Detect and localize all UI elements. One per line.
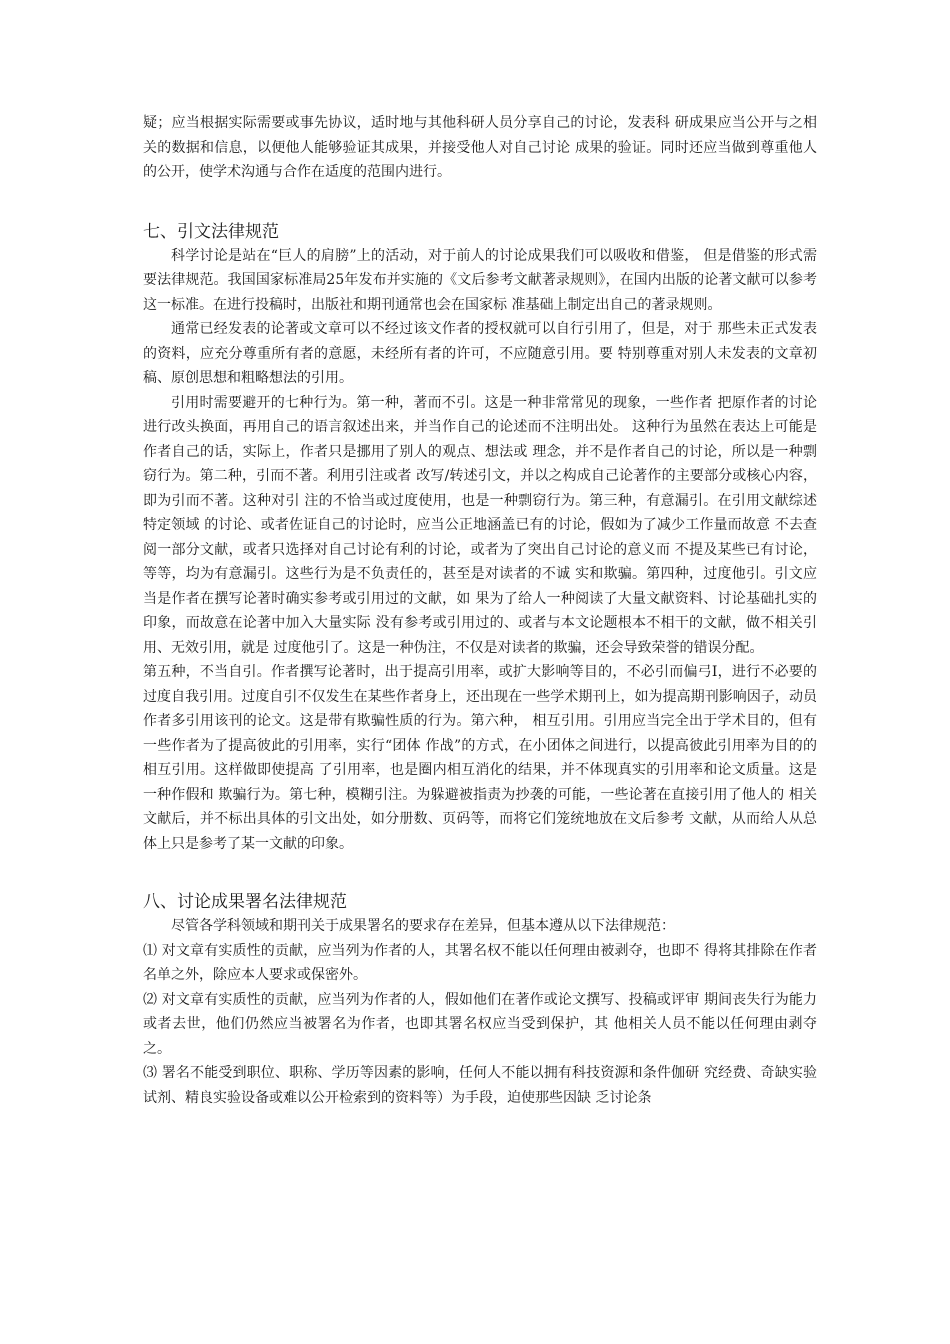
section-7-paragraph-3: 引用时需要避开的七种行为。第一种，著而不引。这是一种非常常见的现象，一些作者 把原作者的讨论进行改头换面，再用自己的语言叙述出来，并当作自己的论述而不注明出处。 这种行为虽然在表达上可能是作者自己的话，实际上，作者只是挪用了别人的观点、想法或 理念，并不是作者自己的讨论，所以是一种剽窃行为。第二种，引而不著。利用引注或者 改写/转述引文，并以之构成自己论著作的主要部分或核心内容，即为引而不著。这种对引 注的不恰当或过度使用，也是一种剽窃行为。第三种，有意漏引。在引用文献综述特定领域 的讨论、或者佐证自己的讨论时，应当公正地涵盖已有的讨论，假如为了减少工作量而故意 不去查阅一部分文献，或者只选择对自己讨论有利的讨论，或者为了突出自己讨论的意义而 不提及某些已有讨论，等等，均为有意漏引。这些行为是不负责任的，甚至是对读者的不诚 实和欺骗。第四种，过度他引。引文应当是作者在撰写论著时确实参考或引用过的文献，如 果为了给人一种阅读了大量文献资料、讨论基础扎实的印象，而故意在论著中加入大量实际 没有参考或引用过的、或者与本文论题根本不相干的文献，做不相关引用、无效引用，就是 过度他引了。这是一种伪注，不仅是对读者的欺骗，还会导致荣誉的错误分配。 [143, 394, 817, 656]
intro-paragraph: 疑；应当根据实际需要或事先协议，适时地与其他科研人员分享自己的讨论，发表科 研成果应当公开与之相关的数据和信息，以便他人能够验证其成果，并接受他人对自己讨论 成果的验证。同时还应当做到尊重他人的公开，使学术沟通与合作在适度的范围内进行。 [143, 115, 817, 180]
section-7-paragraph-4: 第五种，不当自引。作者撰写论著时，出于提高引用率，或扩大影响等目的，不必引而偏弓I，进行不必要的过度自我引用。过度自引不仅发生在某些作者身上，还出现在一些学术期刊上，如为提高期刊影响因子，动员作者多引用该刊的论文。这是带有欺骗性质的行为。第六种， 相互引用。引用应当完全出于学术目的，但有一些作者为了提高彼此的引用率，实行“团体 作战”的方式，在小团体之间进行，以提高彼此引用率为目的的相互引用。这样做即使提高 了引用率，也是圈内相互消化的结果，并不体现真实的引用率和论文质量。这是一种作假和 欺骗行为。第七种，模糊引注。为躲避被指责为抄袭的可能，一些论著在直接引用了他人的 相关文献后，并不标出具体的引文出处，如分册数、页码等，而将它们笼统地放在文后参考 文献，从而给人从总体上只是参考了某一文献的印象。 [143, 664, 817, 852]
section-8-heading: 八、讨论成果署名法律规范 [143, 892, 347, 912]
section-7-paragraph-2: 通常已经发表的论著或文章可以不经过该文作者的授权就可以自行引用了，但是，对于 那些未正式发表的资料，应充分尊重所有者的意愿，未经所有者的许可，不应随意引用。要 特别尊重对别人未发表的文章初稿、原创思想和粗略想法的引用。 [143, 321, 817, 386]
section-8-list-item-1: ⑴ 对文章有实质性的贡献，应当列为作者的人，其署名权不能以任何理由被剥夺，也即不 得将其排除在作者名单之外，除应本人要求或保密外。 [143, 942, 817, 983]
section-8-list-item-2: ⑵ 对文章有实质性的贡献，应当列为作者的人，假如他们在著作或论文撰写、投稿或评审 期间丧失行为能力或者去世，他们仍然应当被署名为作者，也即其署名权应当受到保护，其 他相关人员不能以任何理由剥夺之。 [143, 991, 817, 1057]
section-7-heading: 七、引文法律规范 [143, 221, 279, 242]
section-7-paragraph-1: 科学讨论是站在“巨人的肩膀”上的活动，对于前人的讨论成果我们可以吸收和借鉴， 但是借鉴的形式需要法律规范。我国国家标准局25年发布并实施的《文后参考文献著录规则》，在国内出版的论著文献可以参考这一标准。在进行投稿时，出版社和期刊通常也会在国家标 准基础上制定出自己的著录规则。 [143, 247, 817, 313]
section-8-list-item-3: ⑶ 署名不能受到职位、职称、学历等因素的影响，任何人不能以拥有科技资源和条件伽研 究经费、奇缺实验试剂、精良实验设备或难以公开检索到的资料等）为手段，迫使那些因缺 乏讨论条 [143, 1065, 817, 1106]
section-8-paragraph-1: 尽管各学科领域和期刊关于成果署名的要求存在差异，但基本遵从以下法律规范： [171, 918, 675, 934]
document-page [143, 111, 817, 1110]
